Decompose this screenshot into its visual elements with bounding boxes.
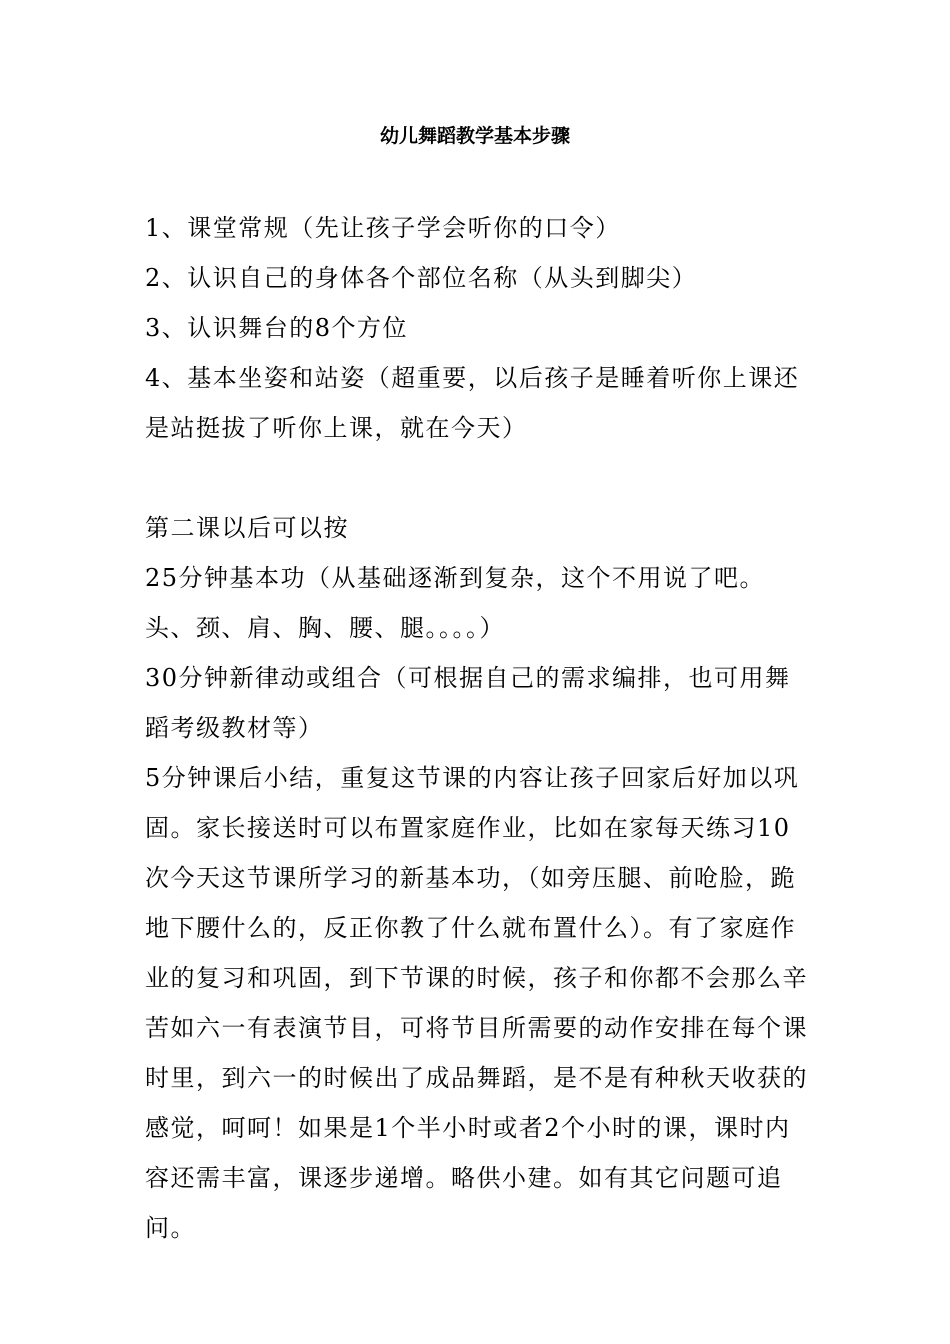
paragraph-summary: 5分钟课后小结，重复这节课的内容让孩子回家后好加以巩固。家长接送时可以布置家庭作业，比如在家每天练习10次今天这节课所学习的新基本功，（如旁压腿、前呛脸，跪地下腰什么的，反正你教了什么就布置什么）。有了家庭作业的复习和巩固，到下节课的时候，孩子和你都不会那么辛苦如六一有表演节目，可将节目所需要的动作安排在每个课时里，到六一的时候出了成品舞蹈，是不是有种秋天收获的感觉，呵呵！如果是1个半小时或者2个小时的课，课时内容还需丰富，课逐步递增。略供小建。如有其它问题可追问。 [145, 764, 808, 1242]
section-heading: 第二课以后可以按 [145, 514, 349, 542]
paragraph-basic-skills: 25分钟基本功（从基础逐渐到复杂，这个不用说了吧。头、颈、肩、胸、腰、腿。。。。） [145, 564, 766, 642]
list-item: 1、课堂常规（先让孩子学会听你的口令） [145, 214, 621, 242]
paragraph-new-rhythm: 30分钟新律动或组合（可根据自己的需求编排，也可用舞蹈考级教材等） [145, 664, 791, 742]
first-lesson-list [145, 203, 810, 453]
document-title: 幼儿舞蹈教学基本步骤 [379, 125, 570, 147]
list-item: 3、认识舞台的8个方位 [145, 314, 409, 342]
later-lessons-section [145, 503, 810, 1253]
list-item: 4、基本坐姿和站姿（超重要，以后孩子是睡着听你上课还是站挺拔了听你上课，就在今天） [145, 364, 800, 442]
list-item: 2、认识自己的身体各个部位名称（从头到脚尖） [145, 264, 698, 292]
